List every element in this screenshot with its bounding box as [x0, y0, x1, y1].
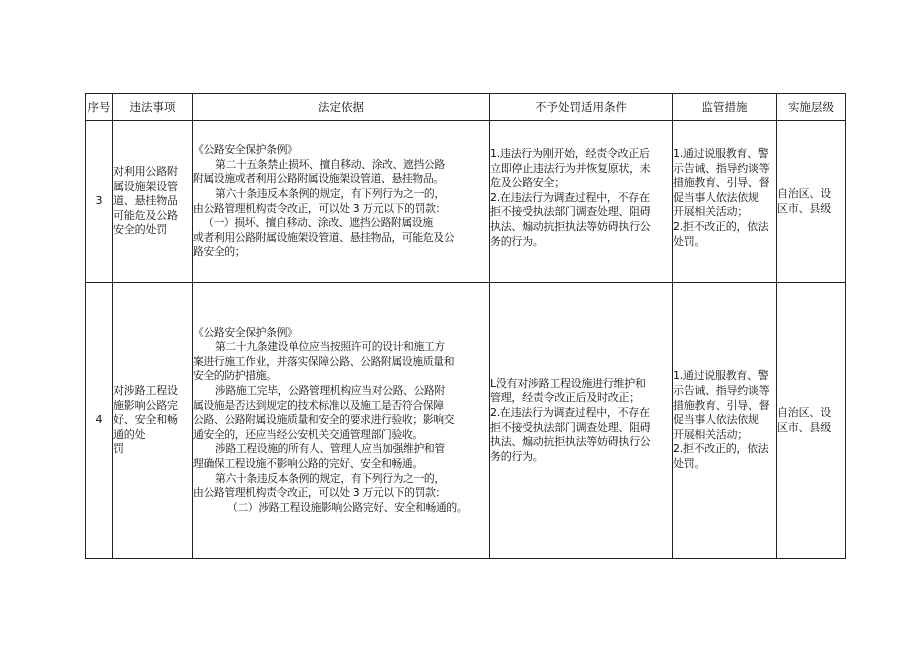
basis-line: 第二十九条建设单位应当按照许可的设计和施工方: [215, 340, 445, 354]
basis-line: 或者利用公路附属设施架设管道、悬挂物品，可能危及公: [193, 230, 455, 244]
supervision-line: 1.通过说服教育、警: [673, 369, 769, 383]
condition-line: 2.在违法行为调查过程中，不存在: [490, 190, 650, 204]
basis-line: 属设施是否达到规定的技术标准以及施工是否符合保障: [193, 398, 444, 412]
implementation-level: [777, 283, 846, 559]
basis-line: 附属设施或者利用公路附属设施架设管道、悬挂物品。: [193, 172, 444, 186]
header-basis: 法定依据: [193, 94, 490, 121]
basis-line: 涉路工程设施的所有人、管理人应当加强维护和管: [215, 442, 445, 456]
legal-basis: [193, 283, 490, 559]
basis-line: （二）涉路工程设施影响公路完好、安全和畅通的。: [227, 500, 468, 514]
item-line: 好、安全和畅: [113, 413, 178, 427]
basis-line: 通安全的，还应当经公安机关交通管理部门验收。: [193, 427, 423, 441]
exemption-condition: [490, 121, 673, 283]
header-num: 序号: [86, 94, 113, 121]
violation-item: [113, 121, 193, 283]
basis-line: 路安全的；: [193, 245, 246, 259]
row-number: 4: [86, 283, 113, 559]
basis-line: 第二十五条禁止损坏、擅自移动、涂改、遮挡公路: [215, 157, 445, 171]
header-item: 违法事项: [113, 94, 193, 121]
supervision-line: 开展相关活动；: [673, 427, 748, 441]
item-line: 安全的处罚: [113, 223, 167, 237]
header-supervision: 监管措施: [673, 94, 777, 121]
supervision-measures: [673, 121, 777, 283]
supervision-line: 促当事人依法依规: [673, 413, 759, 427]
basis-line: 由公路管理机构责令改正，可以处 3 万元以下的罚款：: [193, 486, 446, 500]
header-level: 实施层级: [777, 94, 846, 121]
level-line: 区市、县级: [777, 201, 831, 215]
condition-line: 1.违法行为刚开始，经责令改正后: [490, 147, 650, 160]
condition-line: 务的行为。: [490, 234, 544, 248]
basis-line: 《公路安全保护条例》: [193, 143, 298, 157]
basis-line: 由公路管理机构责令改正，可以处 3 万元以下的罚款：: [193, 201, 446, 215]
level-line: 区市、县级: [777, 420, 831, 434]
item-line: 可能危及公路: [113, 208, 178, 222]
basis-line: 涉路施工完毕，公路管理机构应当对公路、公路附: [215, 384, 445, 398]
supervision-line: 处罚。: [673, 234, 706, 248]
item-line: 道、悬挂物品: [113, 194, 178, 208]
header-condition: 不予处罚适用条件: [490, 94, 673, 121]
item-line: 罚: [113, 442, 124, 456]
item-line: 对涉路工程设: [113, 384, 178, 398]
implementation-level: [777, 121, 846, 283]
condition-line: 务的行为。: [490, 449, 544, 463]
item-line: 通的处: [113, 427, 146, 441]
basis-line: 公路、公路附属设施质量和安全的要求进行验收；影响交: [193, 413, 455, 427]
condition-line: L没有对涉路工程设施进行维护和: [490, 376, 646, 390]
item-line: 对利用公路附: [113, 165, 178, 179]
condition-line: 立即停止违法行为并恢复原状，未: [490, 161, 651, 175]
violation-item: [113, 283, 193, 559]
condition-line: 2.在违法行为调查过程中，不存在: [490, 405, 650, 419]
condition-line: 执法、煽动抗拒执法等妨碍执行公: [490, 219, 651, 233]
supervision-measures: [673, 283, 777, 559]
condition-line: 拒不接受执法部门调查处理、阻碍: [490, 420, 651, 434]
supervision-line: 1.通过说服教育、警: [673, 147, 769, 160]
basis-line: 《公路安全保护条例》: [193, 325, 298, 339]
supervision-line: 2.拒不改正的，依法: [673, 442, 769, 456]
level-line: 自治区、设: [777, 186, 831, 200]
condition-line: 拒不接受执法部门调查处理、阻碍: [490, 205, 651, 219]
table-row: [86, 121, 846, 283]
legal-basis: [193, 121, 490, 283]
supervision-line: 措施教育、引导、督: [673, 176, 770, 190]
supervision-line: 示告诫、指导约谈等: [673, 384, 770, 398]
condition-line: 危及公路安全；: [490, 176, 565, 190]
level-line: 自治区、设: [777, 405, 831, 419]
condition-line: 管理，经责令改正后及时改正；: [490, 391, 640, 405]
basis-line: 案进行施工作业，并落实保障公路、公路附属设施质量和: [193, 354, 455, 368]
table-header-row: [86, 94, 846, 121]
item-line: 属设施架设管: [113, 179, 178, 193]
basis-line: 第六十条违反本条例的规定，有下列行为之一的，: [215, 471, 445, 485]
supervision-line: 措施教育、引导、督: [673, 398, 770, 412]
penalty-table: [85, 93, 846, 559]
supervision-line: 促当事人依法依规: [673, 190, 759, 204]
basis-line: 第六十条违反本条例的规定，有下列行为之一的，: [215, 186, 445, 200]
supervision-line: 开展相关活动；: [673, 205, 748, 219]
exemption-condition: [490, 283, 673, 559]
basis-line: 理确保工程设施不影响公路的完好、安全和畅通。: [193, 456, 423, 470]
item-line: 施影响公路完: [113, 398, 178, 412]
supervision-line: 处罚。: [673, 456, 706, 470]
condition-line: 执法、煽动抗拒执法等妨碍执行公: [490, 435, 651, 449]
table-row: [86, 283, 846, 559]
row-number: 3: [86, 121, 113, 283]
supervision-line: 2.拒不改正的，依法: [673, 219, 769, 233]
basis-line: 安全的防护措施。: [193, 369, 277, 383]
supervision-line: 示告诫、指导约谈等: [673, 161, 770, 175]
basis-line: （一）损坏、擅自移动、涂改、遮挡公路附属设施: [203, 216, 433, 230]
